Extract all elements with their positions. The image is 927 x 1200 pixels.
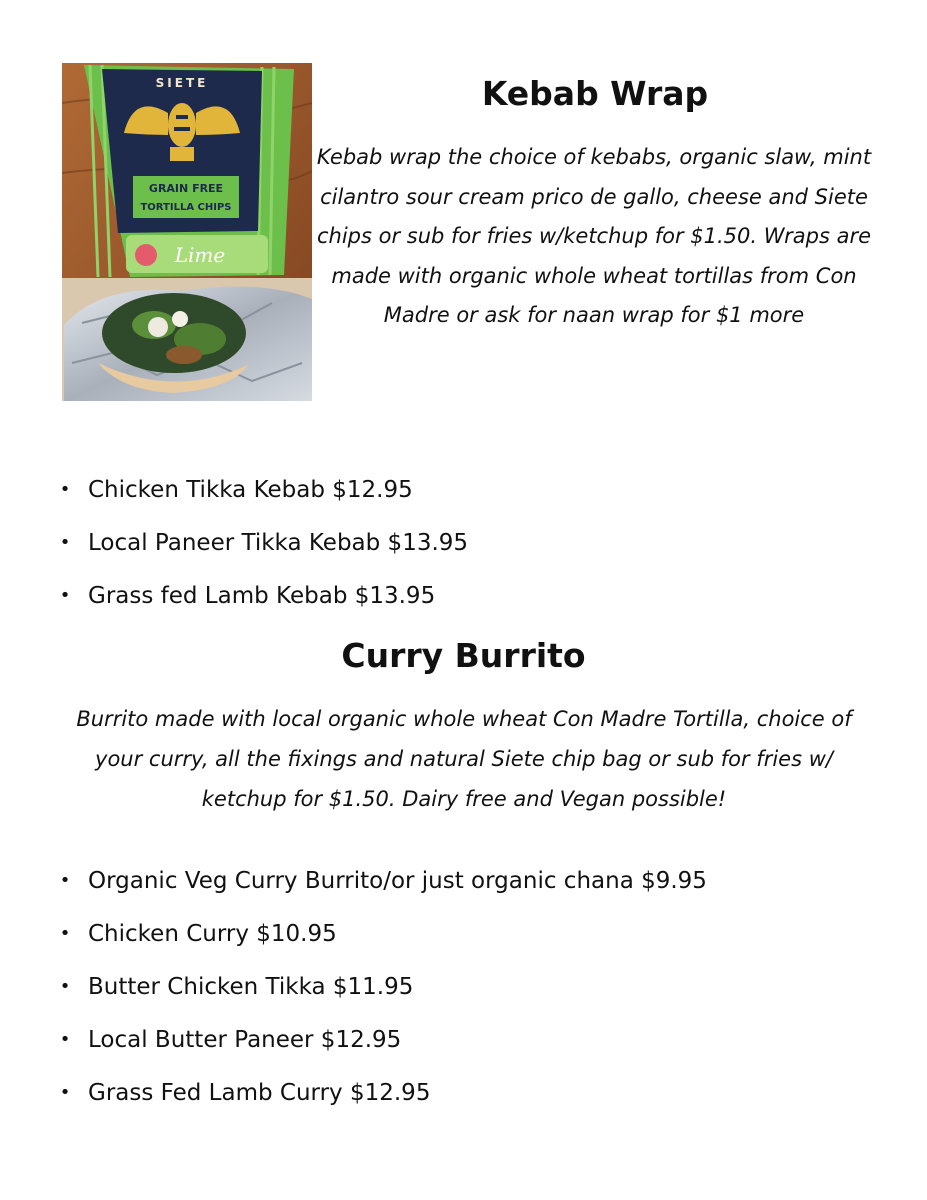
- kebab-wrap-title: Kebab Wrap: [481, 74, 709, 113]
- bullet: •: [59, 870, 71, 891]
- curry-burrito-description: Burrito made with local organic whole wheat Con Madre Tortilla, choice of your curry, all the fixings and natural Siete chip bag or sub for fries w/ ketchup for $1.50. Dairy free and Vegan possible!: [76, 707, 852, 811]
- menu-item-label: Chicken Tikka Kebab $12.95: [88, 477, 413, 503]
- menu-item-label: Local Butter Paneer $12.95: [88, 1027, 402, 1053]
- menu-item-label: Grass Fed Lamb Curry $12.95: [88, 1080, 431, 1106]
- menu-item-label: Organic Veg Curry Burrito/or just organic chana $9.95: [88, 868, 707, 894]
- bullet: •: [59, 976, 71, 997]
- menu-item: [58, 576, 468, 629]
- menu-item: [58, 861, 707, 914]
- kebab-menu-list: [58, 470, 468, 629]
- menu-item-label: Butter Chicken Tikka $11.95: [88, 974, 414, 1000]
- bullet: •: [59, 479, 71, 500]
- bullet: •: [59, 585, 71, 606]
- svg-text:GRAIN FREE: GRAIN FREE: [148, 182, 224, 195]
- menu-item: [58, 914, 707, 967]
- svg-text:TORTILLA CHIPS: TORTILLA CHIPS: [140, 202, 232, 213]
- bullet: •: [59, 1029, 71, 1050]
- bullet: •: [59, 923, 71, 944]
- burrito-menu-list: [58, 861, 707, 1126]
- menu-item-label: Local Paneer Tikka Kebab $13.95: [88, 530, 469, 556]
- svg-text:SIETE: SIETE: [155, 76, 209, 90]
- menu-item: [58, 470, 468, 523]
- svg-text:Lime: Lime: [174, 243, 226, 267]
- menu-item: [58, 967, 707, 1020]
- kebab-wrap-description: Kebab wrap the choice of kebabs, organic slaw, mint cilantro sour cream prico de gallo, cheese and Siete chips or sub for fries w/ketchup for $1.50. Wraps are made with organic whole wheat tortillas from Con Madre or ask for naan wrap for $1 more: [316, 145, 872, 327]
- menu-item: [58, 1020, 707, 1073]
- curry-burrito-title: Curry Burrito: [341, 636, 586, 675]
- menu-item: [58, 1073, 707, 1126]
- menu-item-label: Grass fed Lamb Kebab $13.95: [88, 583, 436, 609]
- kebab-wrap-photo: [62, 63, 312, 401]
- menu-item: [58, 523, 468, 576]
- bullet: •: [59, 532, 71, 553]
- bullet: •: [59, 1082, 71, 1103]
- menu-item-label: Chicken Curry $10.95: [88, 921, 337, 947]
